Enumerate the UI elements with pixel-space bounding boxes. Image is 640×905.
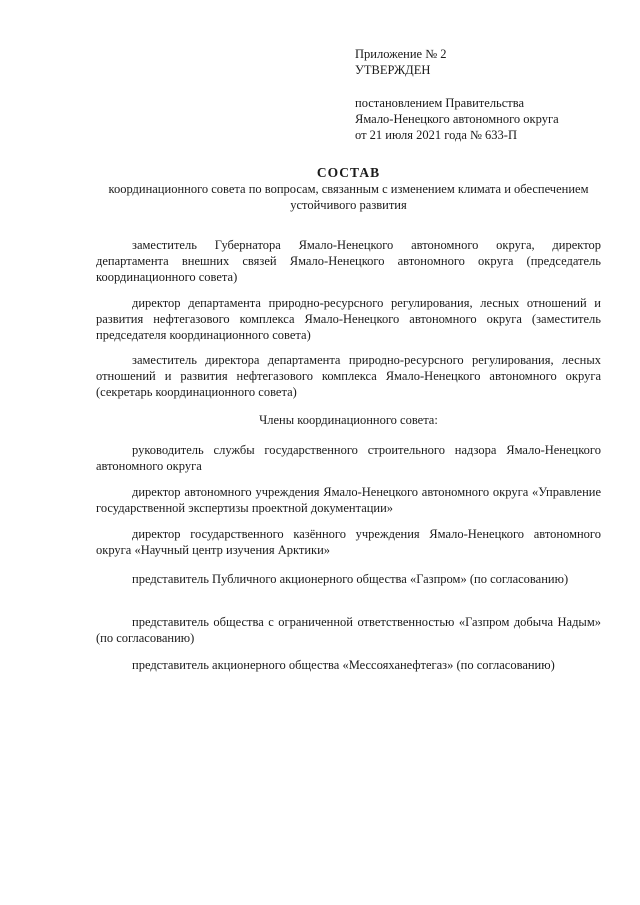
- member-entry: руководитель службы государственного строительного надзора Ямало-Ненецкого автономного округа: [96, 443, 601, 473]
- chairman-entry: заместитель Губернатора Ямало-Ненецкого автономного округа, директор департамента внешних связей Ямало-Ненецкого автономного округа (председатель координационного совета): [96, 238, 601, 284]
- member-entry: представитель общества с ограниченной ответственностью «Газпром добыча Надым» (по согласованию): [96, 615, 601, 645]
- resolution-line: постановлением Правительства: [355, 96, 525, 110]
- deputy-chairman-entry: директор департамента природно-ресурсного регулирования, лесных отношений и развития нефтегазового комплекса Ямало-Ненецкого автономного округа (заместитель председателя координационного совета): [96, 296, 601, 342]
- resolution-date: от 21 июля 2021 года № 633-П: [355, 128, 517, 142]
- members-heading: Члены координационного совета:: [259, 413, 438, 427]
- approved-label: УТВЕРЖДЕН: [355, 63, 431, 77]
- document-title: СОСТАВ: [316, 165, 381, 180]
- member-entry: директор государственного казённого учреждения Ямало-Ненецкого автономного округа «Научный центр изучения Арктики»: [96, 527, 601, 557]
- member-entry: представитель акционерного общества «Мессояханефтегаз» (по согласованию): [132, 658, 555, 672]
- approval-block: [355, 46, 625, 143]
- appendix-number: Приложение № 2: [355, 47, 447, 61]
- secretary-entry: заместитель директора департамента природно-ресурсного регулирования, лесных отношений и развития нефтегазового комплекса Ямало-Ненецкого автономного округа (секретарь координационного совета): [96, 353, 601, 399]
- member-entry: директор автономного учреждения Ямало-Ненецкого автономного округа «Управление государственной экспертизы проектной документации»: [96, 485, 601, 515]
- region-line: Ямало-Ненецкого автономного округа: [355, 112, 559, 126]
- member-entry: представитель Публичного акционерного общества «Газпром» (по согласованию): [132, 572, 569, 586]
- document-subtitle: координационного совета по вопросам, связанным с изменением климата и обеспечением устойчивого развития: [108, 182, 589, 212]
